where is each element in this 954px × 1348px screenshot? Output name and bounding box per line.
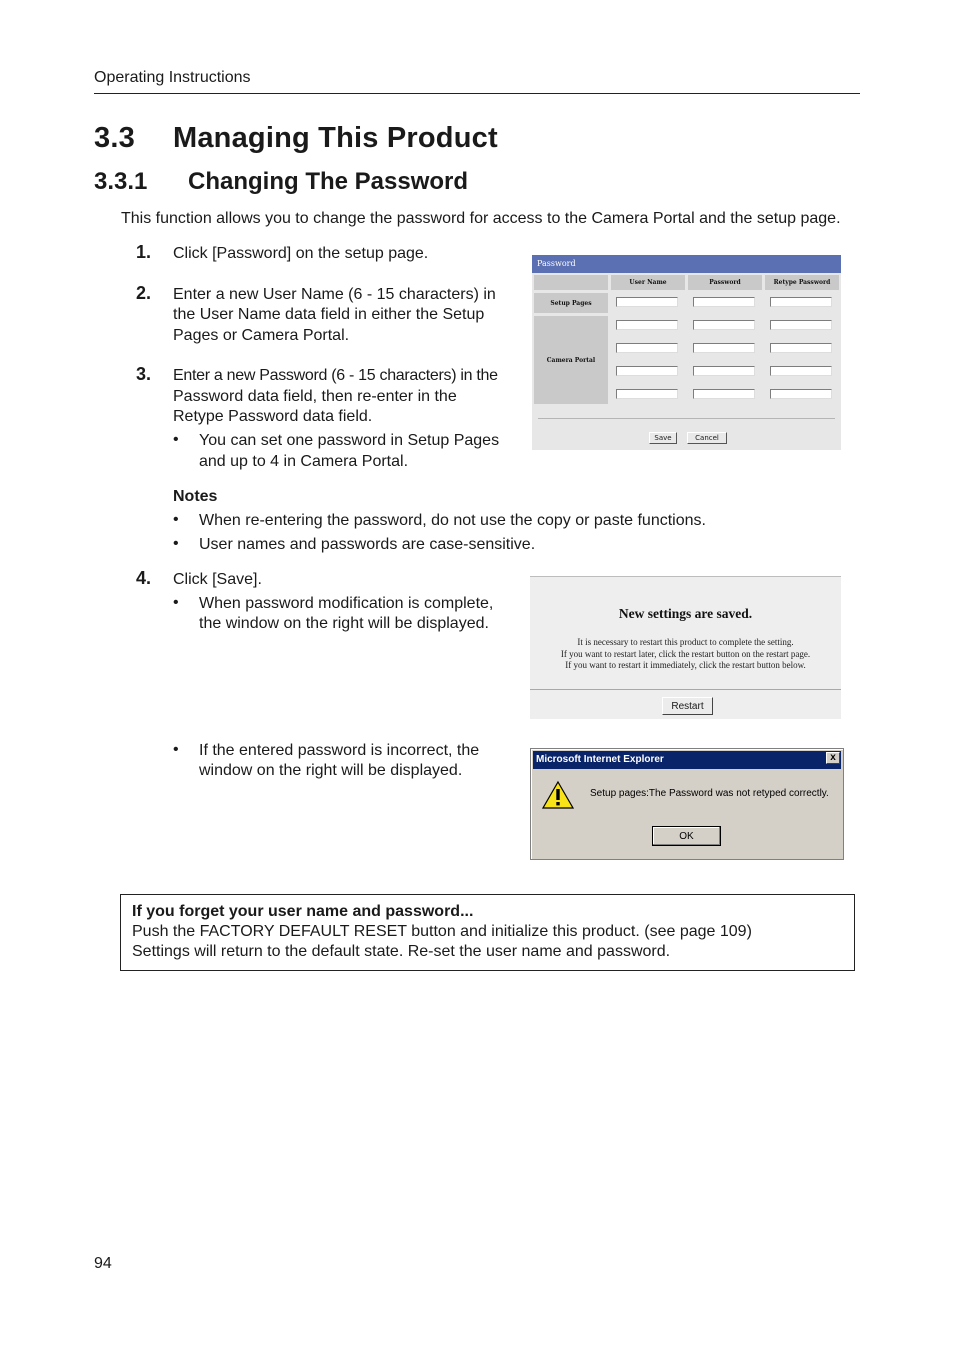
section-heading [94, 122, 498, 155]
note-item-2: User names and passwords are case-sensitive. [199, 536, 536, 553]
step-3-line-1: Enter a new Password (6 - 15 characters) in the [173, 367, 498, 384]
step-4-bullet-2-line-1: If the entered password is incorrect, the [199, 742, 480, 759]
saved-message-line-1: It is necessary to restart this product to complete the setting. [577, 637, 794, 647]
step-number-4: 4. [136, 568, 152, 588]
column-header-retype-password: Retype Password [765, 275, 839, 290]
info-box-title: If you forget your user name and password... [132, 903, 474, 920]
portal-password-input-3[interactable] [693, 366, 755, 376]
step-3-line-3: Retype Password data field. [173, 408, 373, 425]
portal-user-name-input-4[interactable] [616, 389, 678, 399]
bullet-dot: • [173, 431, 179, 448]
step-number-1: 1. [136, 242, 152, 262]
step-number-2: 2. [136, 283, 152, 303]
dialog-title: Microsoft Internet Explorer [536, 754, 664, 765]
bullet-dot: • [173, 741, 179, 758]
header-corner-cell [534, 275, 608, 290]
portal-retype-password-input-4[interactable] [770, 389, 832, 399]
row-label-setup-pages: Setup Pages [534, 293, 608, 313]
portal-retype-password-input-3[interactable] [770, 366, 832, 376]
row-label-camera-portal: Camera Portal [534, 316, 608, 404]
step-4-text: Click [Save]. [173, 571, 262, 588]
setup-password-input[interactable] [693, 297, 755, 307]
portal-user-name-input-2[interactable] [616, 343, 678, 353]
intro-paragraph: This function allows you to change the password for access to the Camera Portal and the setup page. [121, 210, 841, 227]
portal-user-name-input-3[interactable] [616, 366, 678, 376]
column-header-password: Password [688, 275, 762, 290]
step-2-line-1: Enter a new User Name (6 - 15 characters) in [173, 286, 496, 303]
forgot-password-info-box [120, 894, 855, 971]
portal-retype-password-input-1[interactable] [770, 320, 832, 330]
header-rule [94, 93, 860, 94]
close-icon: x [830, 752, 836, 763]
save-button[interactable]: Save [649, 432, 677, 444]
note-item-1: When re-entering the password, do not use the copy or paste functions. [199, 512, 706, 529]
panel-divider [538, 418, 835, 419]
step-4-bullet-2-line-2: window on the right will be displayed. [199, 762, 463, 779]
page-number: 94 [94, 1255, 112, 1272]
running-header: Operating Instructions [94, 69, 251, 86]
bullet-dot: • [173, 511, 179, 528]
settings-saved-window [530, 576, 841, 719]
setup-retype-password-input[interactable] [770, 297, 832, 307]
info-box-line-1: Push the FACTORY DEFAULT RESET button and initialize this product. (see page 109) [132, 923, 752, 940]
portal-user-name-input-1[interactable] [616, 320, 678, 330]
step-3-bullet-line-2: and up to 4 in Camera Portal. [199, 453, 409, 470]
saved-message-line-2: If you want to restart later, click the restart button on the restart page. [560, 649, 811, 659]
step-2-line-2: the User Name data field in either the Setup [173, 306, 485, 323]
bullet-dot: • [173, 535, 179, 552]
step-2-line-3: Pages or Camera Portal. [173, 327, 350, 344]
step-number-3: 3. [136, 364, 152, 384]
step-1-text: Click [Password] on the setup page. [173, 245, 429, 262]
section-number: 3.3 [94, 122, 135, 154]
warning-icon [542, 780, 574, 810]
portal-password-input-4[interactable] [693, 389, 755, 399]
dialog-titlebar [533, 751, 841, 769]
step-4-bullet-1-line-2: the window on the right will be displayed. [199, 615, 489, 632]
portal-password-input-2[interactable] [693, 343, 755, 353]
subsection-title: Changing The Password [188, 168, 469, 195]
step-3-bullet-line-1: You can set one password in Setup Pages [199, 432, 500, 449]
notes-heading: Notes [173, 488, 218, 505]
password-settings-panel [532, 255, 841, 450]
section-title: Managing This Product [173, 122, 498, 154]
dialog-message: Setup pages:The Password was not retyped correctly. [590, 788, 829, 799]
saved-message-line-3: If you want to restart it immediately, click the restart button below. [565, 660, 806, 670]
info-box-line-2: Settings will return to the default state. Re-set the user name and password. [132, 943, 671, 960]
ok-button[interactable]: OK [652, 826, 721, 846]
error-alert-dialog [530, 748, 844, 860]
saved-title: New settings are saved. [618, 606, 753, 621]
step-3-line-2: Password data field, then re-enter in the [173, 388, 457, 405]
setup-user-name-input[interactable] [616, 297, 678, 307]
bullet-dot: • [173, 594, 179, 611]
portal-password-input-1[interactable] [693, 320, 755, 330]
close-button[interactable] [826, 752, 840, 764]
cancel-button[interactable]: Cancel [687, 432, 727, 444]
subsection-heading [94, 168, 468, 196]
column-header-user-name: User Name [611, 275, 685, 290]
subsection-number: 3.3.1 [94, 168, 148, 195]
saved-divider [530, 689, 841, 690]
password-panel-title: Password [532, 255, 841, 273]
step-4-bullet-1-line-1: When password modification is complete, [199, 595, 494, 612]
portal-retype-password-input-2[interactable] [770, 343, 832, 353]
restart-button[interactable]: Restart [662, 697, 713, 715]
